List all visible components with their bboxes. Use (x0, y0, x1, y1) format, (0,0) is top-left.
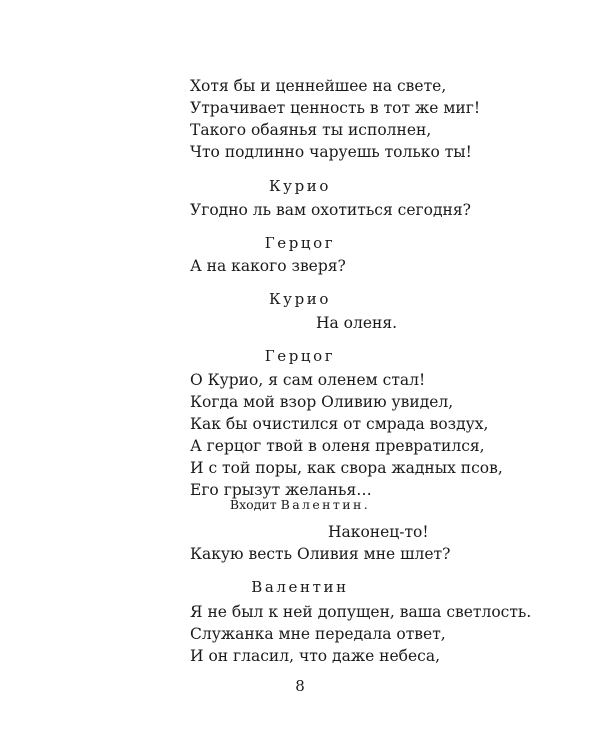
stage-direction-character: Валентин. (280, 497, 371, 512)
speaker-name: Герцог (264, 347, 336, 365)
verse-line: Его грызут желанья… (190, 481, 372, 499)
verse-line: И он гласил, что даже небеса, (190, 647, 441, 665)
stage-direction-prefix: Входит (229, 497, 277, 512)
page-number: 8 (295, 677, 305, 695)
speaker-name: Валентин (251, 578, 349, 596)
verse-line: Какую весть Оливия мне шлет? (190, 545, 451, 563)
speaker-name: Курио (268, 177, 332, 195)
verse-line: О Курио, я сам оленем стал! (190, 371, 426, 389)
verse-line: Такого обаянья ты исполнен, (190, 121, 432, 139)
verse-line: Когда мой взор Оливию увидел, (190, 393, 454, 411)
verse-line: Утрачивает ценность в тот же миг! (190, 99, 481, 117)
verse-line: Угодно ль вам охотиться сегодня? (190, 201, 471, 219)
verse-line: Что подлинно чаруешь только ты! (190, 143, 472, 161)
speaker-name: Герцог (264, 234, 336, 252)
verse-line: Как бы очистился от смрада воздух, (190, 415, 489, 433)
verse-line-indented: На оленя. (316, 314, 398, 332)
verse-line: А герцог твой в оленя превратился, (190, 437, 485, 455)
stage-direction (0, 496, 600, 514)
verse-line-indented: Наконец-то! (328, 523, 429, 541)
verse-line: И с той поры, как свора жадных псов, (190, 459, 503, 477)
verse-line: Хотя бы и ценнейшее на свете, (190, 77, 447, 95)
speaker-name: Курио (268, 290, 332, 308)
verse-line: А на какого зверя? (190, 257, 346, 275)
verse-line: Служанка мне передала ответ, (190, 625, 446, 643)
verse-line: Я не был к ней допущен, ваша светлость. (190, 603, 532, 621)
